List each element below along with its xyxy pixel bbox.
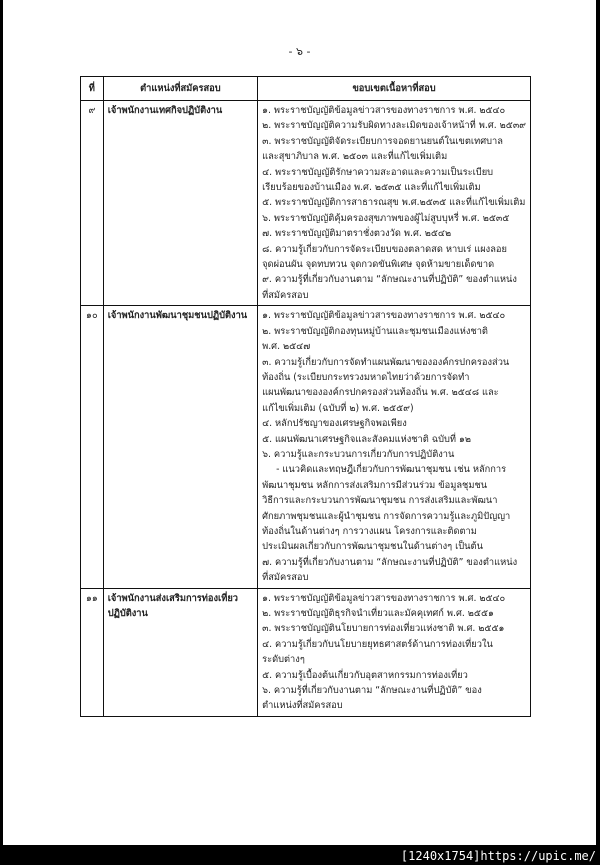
scope-line: ๑. พระราชบัญญัติข้อมูลข่าวสารของทางราชการ พ.ศ. ๒๕๔๐ bbox=[262, 310, 506, 322]
header-position: ตำแหน่งที่สมัครสอบ bbox=[103, 77, 257, 101]
table-row bbox=[81, 588, 531, 716]
exam-scope bbox=[258, 588, 531, 716]
scope-line: ๑. พระราชบัญญัติข้อมูลข่าวสารของทางราชการ พ.ศ. ๒๕๔๐ bbox=[262, 105, 506, 116]
scope-line: ๖. ความรู้และกระบวนการเกี่ยวกับการปฏิบัติงาน bbox=[262, 448, 455, 460]
scope-line: ๒. พระราชบัญญัติความรับผิดทางละเมิดของเจ้าหน้าที่ พ.ศ. ๒๕๓๙ bbox=[262, 120, 526, 132]
scope-line: ๓. ความรู้เกี่ยวกับการจัดทำแผนพัฒนาขององค์กรปกครองส่วน bbox=[262, 356, 510, 368]
scope-line: ๗. พระราชบัญญัติมาตราชั่งตวงวัด พ.ศ. ๒๕๔๒ bbox=[262, 228, 452, 240]
table-row bbox=[81, 101, 531, 306]
exam-scope bbox=[258, 306, 531, 588]
scope-line: ๒. พระราชบัญญัติกองทุนหมู่บ้านและชุมชนเมืองแห่งชาติ bbox=[262, 325, 488, 337]
scope-line: ๔. พระราชบัญญัติรักษาความสะอาดและความเป็นระเบียบ bbox=[262, 166, 494, 178]
scope-line: วิธีการและกระบวนการพัฒนาชุมชน การส่งเสริมและพัฒนา bbox=[262, 495, 498, 507]
scope-line: พัฒนาชุมชน หลักการส่งเสริมการมีส่วนร่วม ข้อมูลชุมชน bbox=[262, 479, 488, 491]
position-name: เจ้าพนักงานส่งเสริมการท่องเที่ยวปฏิบัติงาน bbox=[103, 588, 257, 716]
scope-line: ที่สมัครสอบ bbox=[262, 289, 309, 301]
scope-line: ๖. พระราชบัญญัติคุ้มครองสุขภาพของผู้ไม่สูบบุหรี่ พ.ศ. ๒๕๓๕ bbox=[262, 212, 510, 224]
scope-line: ๔. หลักปรัชญาของเศรษฐกิจพอเพียง bbox=[262, 418, 407, 430]
scope-line: ศักยภาพชุมชนและผู้นำชุมชน การจัดการความรู้และภูมิปัญญา bbox=[262, 510, 511, 522]
scope-line: ๕. พระราชบัญญัติการสาธารณสุข พ.ศ.๒๕๓๕ และที่แก้ไขเพิ่มเติม bbox=[262, 197, 526, 209]
scope-line: ท้องถิ่นในด้านต่างๆ การวางแผน โครงการและติดตาม bbox=[262, 525, 477, 537]
scope-line: ที่สมัครสอบ bbox=[262, 572, 309, 584]
scope-line: ตำแหน่งที่สมัครสอบ bbox=[262, 700, 343, 712]
scope-line: พ.ศ. ๒๕๔๗ bbox=[262, 341, 311, 353]
scope-line: ๓. พระราชบัญญัติจัดระเบียบการจอดยานยนต์ในเขตเทศบาล bbox=[262, 135, 503, 147]
scope-line: ๗. ความรู้ที่เกี่ยวกับงานตาม “ลักษณะงานที่ปฏิบัติ” ของตำแหน่ง bbox=[262, 556, 518, 568]
scope-line: และสุขาภิบาล พ.ศ. ๒๕๐๓ และที่แก้ไขเพิ่มเติม bbox=[262, 151, 448, 163]
scope-line: ๕. ความรู้เบื้องต้นเกี่ยวกับอุตสาหกรรมการท่องเที่ยว bbox=[262, 669, 468, 681]
table-header-row bbox=[81, 77, 531, 101]
scope-line: ประเมินผลเกี่ยวกับการพัฒนาชุมชนในด้านต่างๆ เป็นต้น bbox=[262, 541, 483, 553]
exam-scope bbox=[258, 101, 531, 306]
header-no: ที่ bbox=[81, 77, 104, 101]
scope-line: เรียบร้อยของบ้านเมือง พ.ศ. ๒๕๓๕ และที่แก้ไขเพิ่มเติม bbox=[262, 182, 481, 194]
scope-line: ๔. ความรู้เกี่ยวกับนโยบายยุทธศาสตร์ด้านการท่องเที่ยวใน bbox=[262, 638, 493, 650]
scope-line: ๕. แผนพัฒนาเศรษฐกิจและสังคมแห่งชาติ ฉบับที่ ๑๒ bbox=[262, 433, 472, 445]
scope-line: ๑. พระราชบัญญัติข้อมูลข่าวสารของทางราชการ พ.ศ. ๒๕๔๐ bbox=[262, 592, 506, 604]
scope-line: แผนพัฒนาขององค์กรปกครองส่วนท้องถิ่น พ.ศ. ๒๕๔๘ และ bbox=[262, 387, 499, 399]
scope-line: ๘. ความรู้เกี่ยวกับการจัดระเบียบของตลาดสด หาบเร่ แผงลอย bbox=[262, 243, 507, 255]
scope-line: ๓. พระราชบัญญัตินโยบายการท่องเที่ยวแห่งชาติ พ.ศ. ๒๕๕๑ bbox=[262, 623, 505, 635]
image-size-watermark: [1240x1754]https://upic.me/ bbox=[400, 849, 596, 863]
header-scope: ขอบเขตเนื้อหาที่สอบ bbox=[258, 77, 531, 101]
row-number: ๑๑ bbox=[81, 588, 104, 716]
table-row bbox=[81, 306, 531, 588]
exam-scope-table bbox=[80, 76, 531, 717]
row-number: ๙ bbox=[81, 101, 104, 306]
scope-line: ๙. ความรู้ที่เกี่ยวกับงานตาม “ลักษณะงานที่ปฏิบัติ” ของตำแหน่ง bbox=[262, 274, 517, 286]
position-name: เจ้าพนักงานพัฒนาชุมชนปฏิบัติงาน bbox=[103, 306, 257, 588]
scope-line: ระดับต่างๆ bbox=[262, 654, 305, 666]
scope-line: - แนวคิดและทฤษฎีเกี่ยวกับการพัฒนาชุมชน เช่น หลักการ bbox=[276, 464, 507, 476]
document-page bbox=[3, 0, 596, 845]
page-number: - ๖ - bbox=[288, 45, 311, 58]
scope-line: ท้องถิ่น (ระเบียบกระทรวงมหาดไทยว่าด้วยการจัดทำ bbox=[262, 371, 470, 383]
scope-line: แก้ไขเพิ่มเติม (ฉบับที่ ๒) พ.ศ. ๒๕๕๙) bbox=[262, 402, 414, 414]
scope-line: ๖. ความรู้ที่เกี่ยวกับงานตาม “ลักษณะงานที่ปฏิบัติ” ของ bbox=[262, 685, 482, 697]
row-number: ๑๐ bbox=[81, 306, 104, 588]
scope-line: จุดผ่อนผัน จุดทบทวน จุดกวดขันพิเศษ จุดห้ามขายเด็ดขาด bbox=[262, 259, 495, 271]
position-name: เจ้าพนักงานเทศกิจปฏิบัติงาน bbox=[103, 101, 257, 306]
scope-line: ๒. พระราชบัญญัติธุรกิจนำเที่ยวและมัคคุเทศก์ พ.ศ. ๒๕๕๑ bbox=[262, 608, 494, 619]
